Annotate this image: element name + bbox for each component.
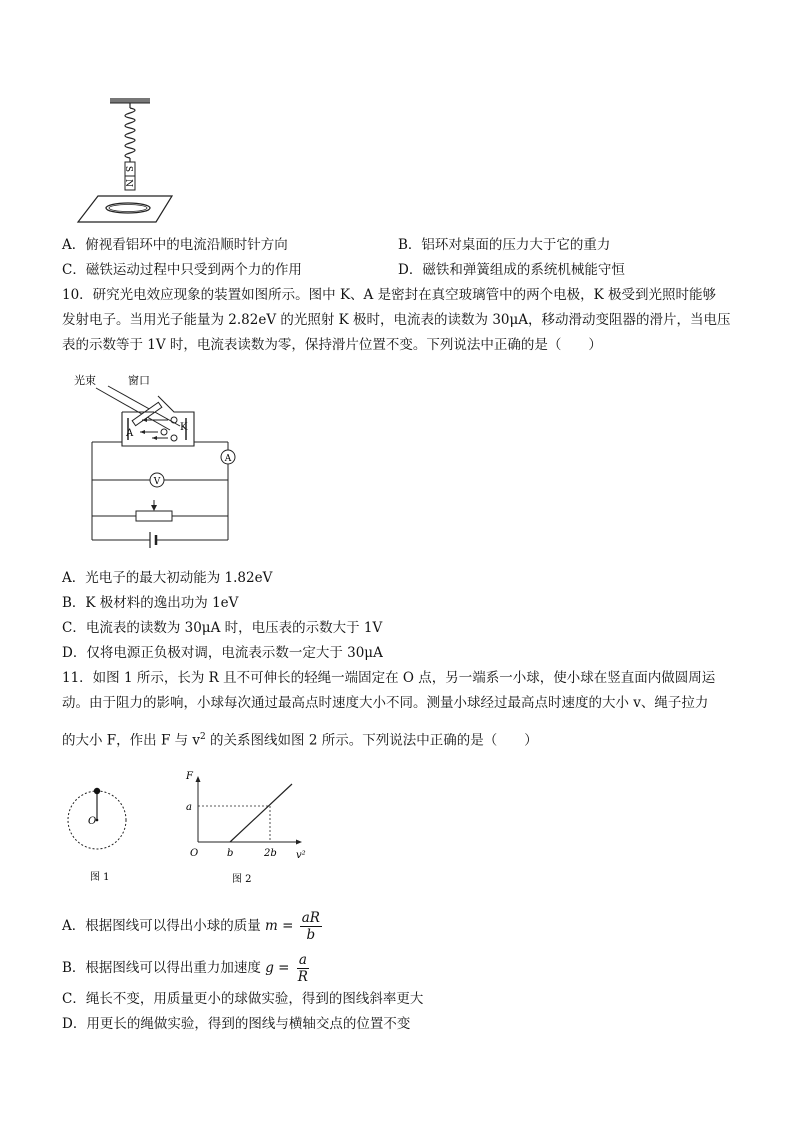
q10-stem-line-3: 表的示数等于 1V 时，电流表读数为零，保持滑片位置不变。下列说法中正确的是（ ） (62, 337, 602, 353)
q11-option-b: B．根据图线可以得出重力加速度 g = $\frac{a}{R}$ (62, 952, 308, 985)
q9-option-c: C．磁铁运动过程中只受到两个力的作用 (62, 262, 302, 278)
figure-2-graph (180, 770, 320, 888)
q10-option-d: D．仅将电源正负极对调，电流表示数一定大于 30μA (62, 645, 383, 661)
photoelectric-circuit-figure (66, 368, 246, 556)
fig1-caption: 图 1 (90, 872, 110, 883)
q9-option-d: D．磁铁和弹簧组成的系统机械能守恒 (398, 262, 625, 278)
q10-stem-line-1: 10．研究光电效应现象的装置如图所示。图中 K、A 是密封在真空玻璃管中的两个电极，K 极受到光照时能够 (62, 287, 716, 303)
q11-stem-line-2: 动。由于阻力的影响，小球每次通过最高点时速度大小不同。测量小球经过最高点时速度的大小 v、绳子拉力 (62, 695, 709, 711)
anode-label: A (126, 428, 134, 439)
q9-option-b: B．铝环对桌面的压力大于它的重力 (398, 237, 611, 253)
cathode-label: K (180, 422, 188, 433)
fig2-y-tick-a: a (186, 802, 192, 813)
magnet-s-label: S (123, 165, 133, 173)
fig2-y-axis-label: F (186, 771, 193, 782)
q10-stem-line-2: 发射电子。当用光子能量为 2.82eV 的光照射 K 极时，电流表的读数为 30μA，移动滑动变阻器的滑片，当电压 (62, 312, 731, 328)
q10-option-a: A．光电子的最大初动能为 1.82eV (62, 570, 273, 586)
fig2-x-tick-2b: 2b (264, 848, 277, 859)
window-label: 窗口 (128, 374, 150, 387)
voltmeter-label: V (153, 477, 161, 487)
q11-option-b-fraction: $\frac{a}{R}$ (297, 952, 308, 985)
figure-1-circle (64, 778, 134, 886)
q9-option-a: A．俯视看铝环中的电流沿顺时针方向 (62, 237, 288, 253)
fig2-caption: 图 2 (232, 874, 252, 885)
q11-option-a-fraction: $\frac{aR}{b}$ (301, 910, 320, 943)
fig2-x-tick-b: b (227, 848, 234, 859)
q11-stem-line-3: 的大小 F，作出 F 与 $v^2$ 的关系图线如图 2 所示。下列说法中正确的是（ ） (62, 732, 538, 749)
light-beam-label: 光束 (74, 374, 96, 387)
fig2-x-axis-label: v² (296, 850, 306, 861)
fig2-origin-label: O (190, 848, 199, 859)
magnet-n-label: N (123, 179, 133, 187)
q11-stem-line-1: 11．如图 1 所示，长为 R 且不可伸长的轻绳一端固定在 O 点，另一端系一小球，使小球在竖直面内做圆周运 (62, 670, 716, 686)
q11-option-d: D．用更长的绳做实验，得到的图线与横轴交点的位置不变 (62, 1016, 411, 1032)
q11-option-c: C．绳长不变，用质量更小的球做实验，得到的图线斜率更大 (62, 991, 424, 1007)
magnet-spring-figure (76, 96, 176, 226)
q11-option-a: A．根据图线可以得出小球的质量 m = $\frac{aR}{b}$ (62, 910, 320, 943)
q10-option-b: B．K 极材料的逸出功为 1eV (62, 595, 239, 611)
q10-option-c: C．电流表的读数为 30μA 时，电压表的示数大于 1V (62, 620, 383, 636)
fig1-center-label: O (88, 816, 97, 827)
ammeter-label: A (224, 454, 232, 464)
